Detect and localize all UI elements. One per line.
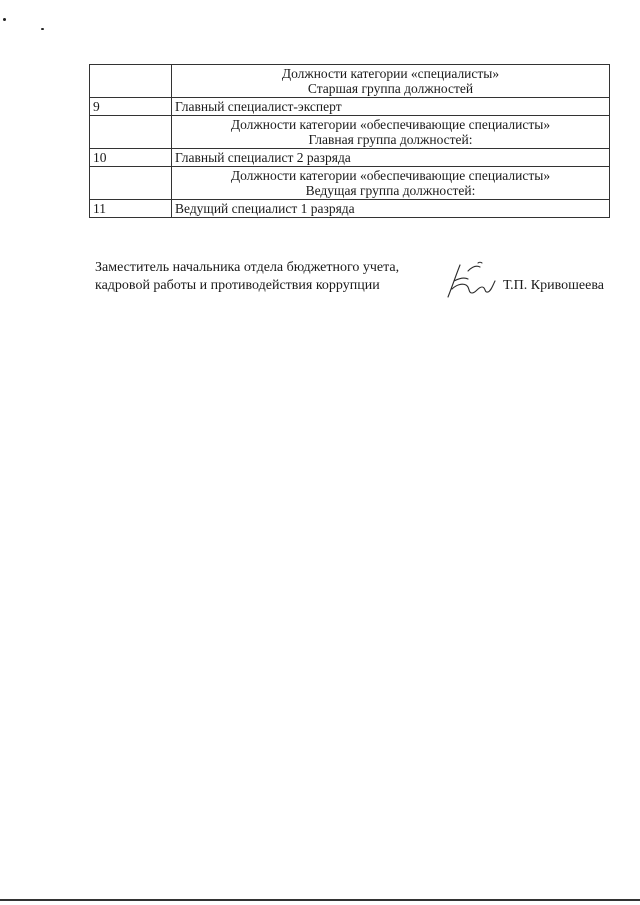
signer-name: Т.П. Кривошеева <box>503 278 604 293</box>
handwritten-signature-icon <box>438 259 498 301</box>
scan-speck <box>3 18 6 21</box>
section-title-cell <box>172 167 610 200</box>
empty-number-cell <box>90 116 172 149</box>
signer-title-line-2: кадровой работы и противодействия коррупции <box>95 278 380 293</box>
group-label: Главная группа должностей: <box>308 132 473 147</box>
section-title-cell <box>172 116 610 149</box>
category-label: Должности категории «обеспечивающие специалисты» <box>230 168 551 183</box>
section-header-row <box>90 65 610 98</box>
position-row <box>90 149 610 167</box>
position-number: 9 <box>90 98 172 116</box>
position-row <box>90 200 610 218</box>
positions-table <box>89 64 610 218</box>
position-title: Ведущий специалист 1 разряда <box>172 200 610 218</box>
empty-number-cell <box>90 65 172 98</box>
category-label: Должности категории «специалисты» <box>281 66 500 81</box>
group-label: Старшая группа должностей <box>307 81 474 96</box>
position-row <box>90 98 610 116</box>
bottom-scan-edge <box>0 899 640 901</box>
position-number: 10 <box>90 149 172 167</box>
signature-block <box>95 259 615 309</box>
section-header-row <box>90 116 610 149</box>
group-label: Ведущая группа должностей: <box>305 183 476 198</box>
position-title: Главный специалист 2 разряда <box>172 149 610 167</box>
empty-number-cell <box>90 167 172 200</box>
signer-title-line-1: Заместитель начальника отдела бюджетного учета, <box>95 260 400 275</box>
signer-title <box>95 259 435 295</box>
scan-speck <box>41 28 44 30</box>
section-header-row <box>90 167 610 200</box>
category-label: Должности категории «обеспечивающие специалисты» <box>230 117 551 132</box>
position-title: Главный специалист-эксперт <box>172 98 610 116</box>
section-title-cell <box>172 65 610 98</box>
position-number: 11 <box>90 200 172 218</box>
